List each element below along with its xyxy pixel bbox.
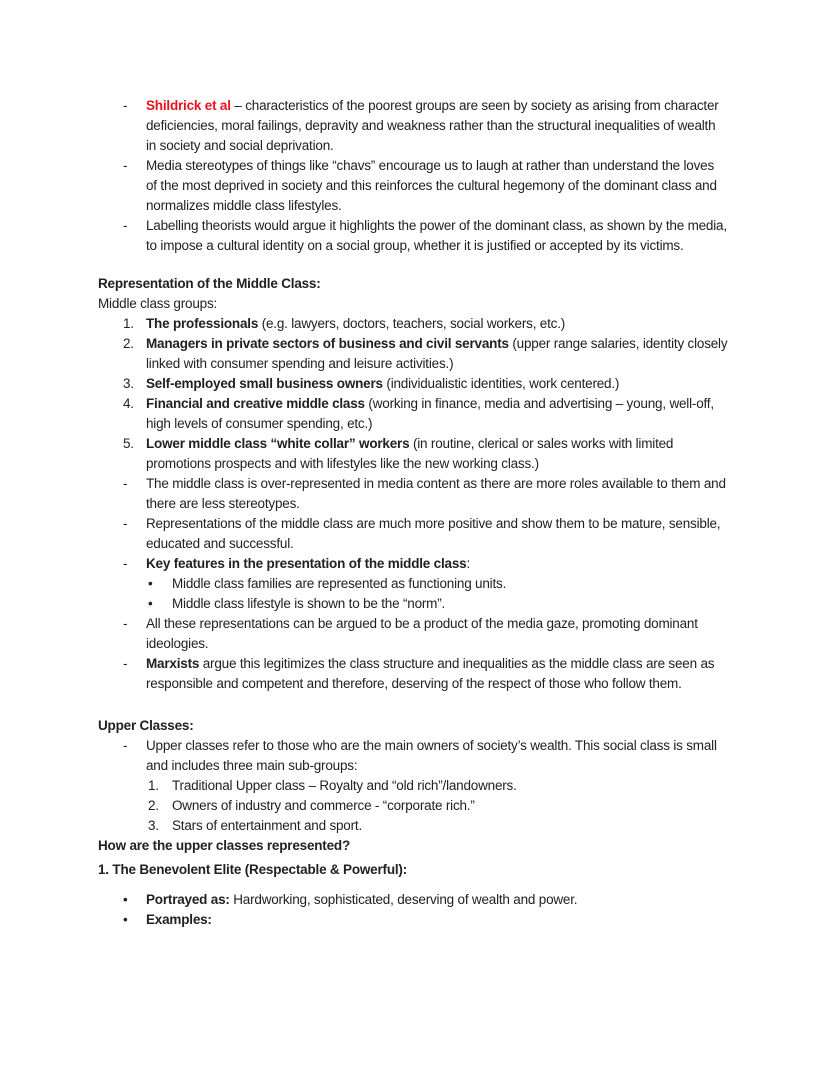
dash-marker: - xyxy=(123,158,128,173)
text-run: Traditional Upper class – Royalty and “old rich”/landowners. xyxy=(172,778,517,793)
list-item xyxy=(98,594,728,614)
section-heading xyxy=(98,716,728,736)
dash-marker: - xyxy=(123,656,128,671)
list-item-text xyxy=(146,374,728,394)
list-item xyxy=(98,890,728,910)
list-item xyxy=(98,574,728,594)
list-item xyxy=(98,434,728,474)
list-item-text xyxy=(172,796,728,816)
list-item xyxy=(98,334,728,374)
text-run: Financial and creative middle class xyxy=(146,396,365,411)
list-item-text xyxy=(146,216,728,256)
text-run: Stars of entertainment and sport. xyxy=(172,818,363,833)
dash-marker: - xyxy=(123,476,128,491)
number-marker: 3. xyxy=(123,376,134,391)
list-item-text xyxy=(172,816,728,836)
number-marker: 4. xyxy=(123,396,134,411)
text-run: Shildrick et al xyxy=(146,98,231,113)
text-run: Middle class groups: xyxy=(98,296,218,311)
list-item xyxy=(98,474,728,514)
text-run: Representation of the Middle Class: xyxy=(98,276,321,291)
dash-marker: - xyxy=(123,556,128,571)
number-marker: 5. xyxy=(123,436,134,451)
dash-marker: - xyxy=(123,616,128,631)
text-run: Hardworking, sophisticated, deserving of wealth and power. xyxy=(229,892,578,907)
list-item-text xyxy=(172,594,728,614)
spacer xyxy=(98,694,728,716)
list-item xyxy=(98,374,728,394)
text-run: Middle class lifestyle is shown to be the “norm”. xyxy=(172,596,446,611)
text-run: Owners of industry and commerce - “corporate rich.” xyxy=(172,798,475,813)
list-item-text xyxy=(146,736,728,776)
list-item xyxy=(98,796,728,816)
spacer xyxy=(98,256,728,274)
list-item-text xyxy=(146,614,728,654)
paragraph xyxy=(98,294,728,314)
list-item xyxy=(98,910,728,930)
list-item-text xyxy=(146,156,728,216)
section-heading xyxy=(98,860,728,880)
text-run: All these representations can be argued to be a product of the media gaze, promoting dominant ideologies. xyxy=(146,616,698,651)
dash-marker: - xyxy=(123,516,128,531)
spacer xyxy=(98,880,728,890)
list-item-text xyxy=(146,654,728,694)
list-item-text xyxy=(146,314,728,334)
number-marker: 2. xyxy=(148,798,159,813)
list-item xyxy=(98,614,728,654)
dash-marker: - xyxy=(123,218,128,233)
text-run: How are the upper classes represented? xyxy=(98,838,350,853)
list-item-text xyxy=(146,474,728,514)
list-item xyxy=(98,314,728,334)
list-item-text xyxy=(146,890,728,910)
list-item-text xyxy=(146,334,728,374)
list-item xyxy=(98,96,728,156)
dash-marker: - xyxy=(123,738,128,753)
bullet-marker: • xyxy=(148,576,153,591)
text-run: : xyxy=(466,556,470,571)
section-heading xyxy=(98,836,728,856)
text-run: (working in finance, media and advertising – young, well-off, high levels of consumer spending, etc.) xyxy=(146,396,714,431)
document-content xyxy=(98,96,728,930)
list-item xyxy=(98,654,728,694)
text-run: Labelling theorists would argue it highlights the power of the dominant class, as shown by the media, to impose a cultural identity on a social group, whether it is justified or accepted by its victims. xyxy=(146,218,727,253)
text-run: Upper classes refer to those who are the main owners of society’s wealth. This social class is small and includes three main sub-groups: xyxy=(146,738,717,773)
list-item xyxy=(98,736,728,776)
list-item-text xyxy=(146,554,728,574)
list-item xyxy=(98,156,728,216)
bullet-marker: • xyxy=(148,596,153,611)
text-run: argue this legitimizes the class structure and inequalities as the middle class are seen as responsible and competent and therefore, deserving of the respect of those who follow them. xyxy=(146,656,715,691)
text-run: Portrayed as: xyxy=(146,892,230,907)
text-run: (individualistic identities, work centered.) xyxy=(382,376,620,391)
list-item xyxy=(98,514,728,554)
text-run: Key features in the presentation of the middle class xyxy=(146,556,467,571)
list-item xyxy=(98,776,728,796)
text-run: (upper range salaries, identity closely linked with consumer spending and leisure activities.) xyxy=(146,336,728,371)
dash-marker: - xyxy=(123,98,128,113)
list-item-text xyxy=(146,434,728,474)
list-item xyxy=(98,216,728,256)
number-marker: 3. xyxy=(148,818,159,833)
text-run: Examples: xyxy=(146,912,212,927)
list-item xyxy=(98,816,728,836)
text-run: The professionals xyxy=(146,316,259,331)
list-item-text xyxy=(146,394,728,434)
list-item-text xyxy=(146,910,728,930)
text-run: – characteristics of the poorest groups are seen by society as arising from character deficiencies, moral failings, depravity and weakness rather than the structural inequalities of wealth in society and social deprivation. xyxy=(146,98,719,153)
text-run: Marxists xyxy=(146,656,200,671)
text-run: Upper Classes: xyxy=(98,718,194,733)
list-item xyxy=(98,554,728,574)
text-run: 1. The Benevolent Elite (Respectable & Powerful): xyxy=(98,862,408,877)
text-run: (in routine, clerical or sales works with limited promotions prospects and with lifestyles like the new working class.) xyxy=(146,436,674,471)
text-run: Lower middle class “white collar” workers xyxy=(146,436,410,451)
list-item-text xyxy=(146,96,728,156)
text-run: The middle class is over-represented in media content as there are more roles available to them and there are less stereotypes. xyxy=(146,476,726,511)
list-item-text xyxy=(146,514,728,554)
number-marker: 1. xyxy=(123,316,134,331)
text-run: Middle class families are represented as functioning units. xyxy=(172,576,507,591)
text-run: (e.g. lawyers, doctors, teachers, social workers, etc.) xyxy=(258,316,566,331)
number-marker: 1. xyxy=(148,778,159,793)
number-marker: 2. xyxy=(123,336,134,351)
bullet-marker: • xyxy=(123,892,128,907)
list-item xyxy=(98,394,728,434)
text-run: Media stereotypes of things like “chavs” encourage us to laugh at rather than understand the loves of the most deprived in society and this reinforces the cultural hegemony of the dominant class and normalizes middle class lifestyles. xyxy=(146,158,717,213)
text-run: Representations of the middle class are much more positive and show them to be mature, sensible, educated and successful. xyxy=(146,516,721,551)
text-run: Self-employed small business owners xyxy=(146,376,383,391)
list-item-text xyxy=(172,574,728,594)
bullet-marker: • xyxy=(123,912,128,927)
section-heading xyxy=(98,274,728,294)
text-run: Managers in private sectors of business and civil servants xyxy=(146,336,509,351)
list-item-text xyxy=(172,776,728,796)
